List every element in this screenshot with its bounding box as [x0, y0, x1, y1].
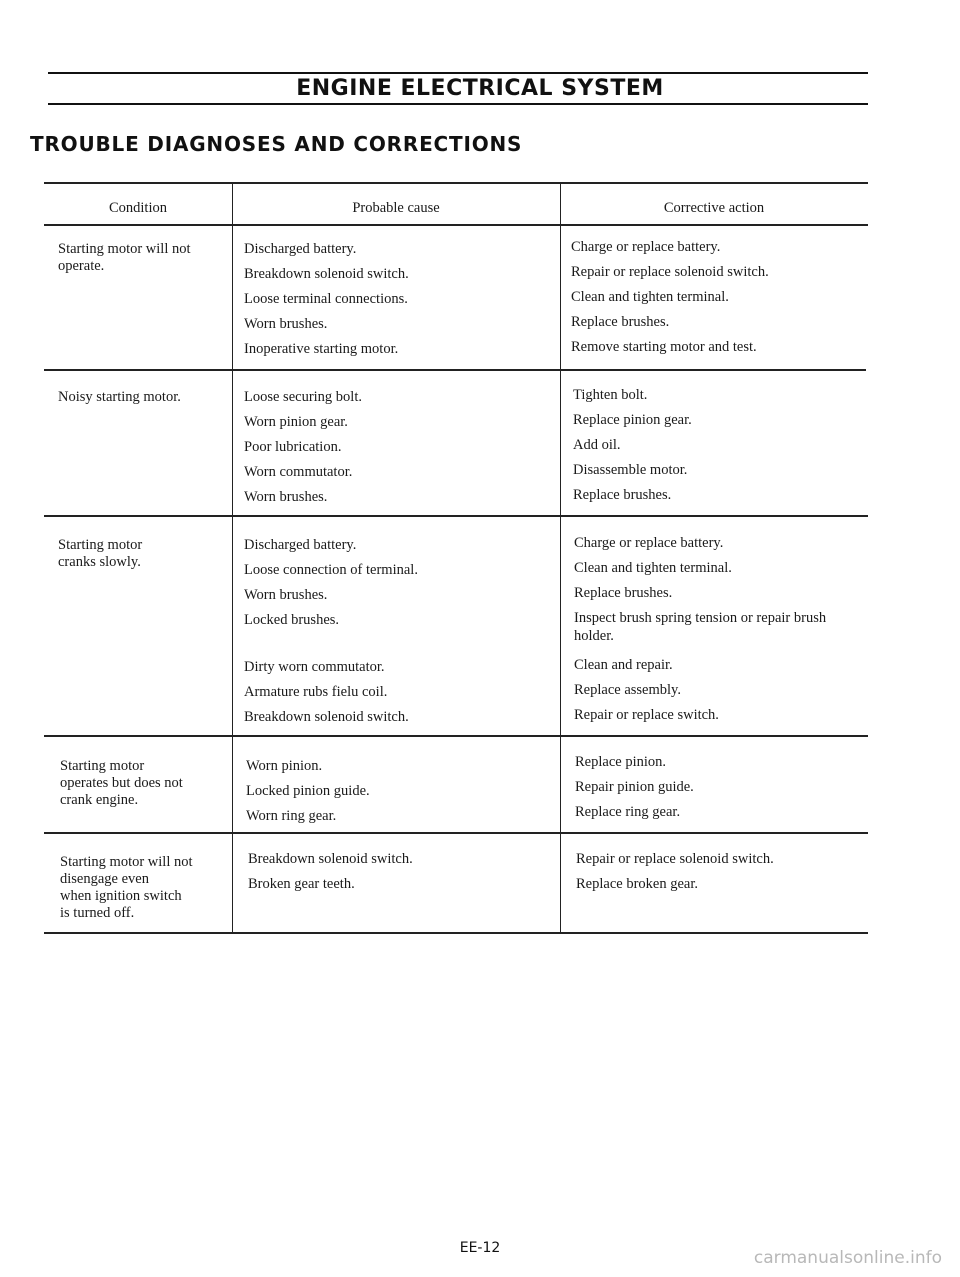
cause-line: Breakdown solenoid switch. — [244, 709, 409, 725]
cause-line: Worn brushes. — [244, 489, 328, 505]
action-line: Replace brushes. — [574, 585, 673, 601]
table-bottom-rule — [44, 932, 868, 934]
header-bottom-rule — [48, 103, 868, 105]
trouble-diagnoses-table — [44, 182, 868, 934]
cause-line: Loose connection of terminal. — [244, 562, 418, 578]
condition-line: cranks slowly. — [58, 554, 141, 570]
header-bottom-rule — [44, 224, 868, 226]
group-divider — [44, 369, 866, 371]
group-divider — [44, 832, 868, 834]
cause-line: Broken gear teeth. — [248, 876, 355, 892]
condition-line: Noisy starting motor. — [58, 389, 181, 405]
action-line: Add oil. — [573, 437, 621, 453]
cause-line: Dirty worn commutator. — [244, 659, 385, 675]
cause-line: Worn pinion. — [246, 758, 323, 774]
group-divider — [44, 735, 868, 737]
action-line: Clean and tighten terminal. — [571, 289, 729, 305]
header-corrective-action: Corrective action — [663, 200, 765, 216]
header-condition: Condition — [108, 200, 167, 216]
cause-line: Discharged battery. — [244, 241, 357, 257]
action-line: Inspect brush spring tension or repair brush — [574, 610, 827, 626]
action-line: Tighten bolt. — [573, 387, 648, 403]
action-line: Replace brushes. — [571, 314, 670, 330]
action-line: Repair pinion guide. — [575, 779, 694, 795]
page-number: EE-12 — [459, 1240, 501, 1256]
action-line: holder. — [574, 628, 614, 644]
condition-line: Starting motor — [60, 758, 145, 774]
action-line: Replace pinion gear. — [573, 412, 692, 428]
header-probable-cause: Probable cause — [352, 200, 440, 216]
page-header-title: ENGINE ELECTRICAL SYSTEM — [296, 76, 664, 101]
table-top-rule — [44, 182, 868, 184]
cause-line: Worn commutator. — [244, 464, 353, 480]
header-top-rule — [48, 72, 868, 74]
cause-line: Loose securing bolt. — [244, 389, 362, 405]
action-line: Replace pinion. — [575, 754, 667, 770]
action-line: Disassemble motor. — [573, 462, 688, 478]
action-line: Replace broken gear. — [576, 876, 698, 892]
cause-line: Worn brushes. — [244, 316, 328, 332]
cause-line: Poor lubrication. — [244, 439, 342, 455]
condition-line: Starting motor will not — [58, 241, 191, 257]
cause-line: Locked brushes. — [244, 612, 340, 628]
cause-line: Breakdown solenoid switch. — [244, 266, 409, 282]
cause-line: Breakdown solenoid switch. — [248, 851, 413, 867]
watermark: carmanualsonline.info — [753, 1248, 942, 1268]
action-line: Remove starting motor and test. — [571, 339, 757, 355]
group-divider — [44, 515, 868, 517]
cause-line: Worn brushes. — [244, 587, 328, 603]
action-line: Clean and tighten terminal. — [574, 560, 732, 576]
cause-line: Armature rubs fielu coil. — [244, 684, 388, 700]
action-line: Repair or replace solenoid switch. — [576, 851, 774, 867]
cause-line: Discharged battery. — [244, 537, 357, 553]
condition-line: crank engine. — [60, 792, 139, 808]
condition-line: operates but does not — [60, 775, 183, 791]
action-line: Charge or replace battery. — [574, 535, 724, 551]
cause-line: Worn pinion gear. — [244, 414, 348, 430]
condition-line: is turned off. — [60, 905, 135, 921]
condition-line: Starting motor — [58, 537, 143, 553]
action-line: Charge or replace battery. — [571, 239, 721, 255]
cause-line: Loose terminal connections. — [244, 291, 408, 307]
condition-line: Starting motor will not — [60, 854, 193, 870]
action-line: Clean and repair. — [574, 657, 673, 673]
cause-line: Worn ring gear. — [246, 808, 337, 824]
action-line: Repair or replace switch. — [574, 707, 719, 723]
action-line: Replace brushes. — [573, 487, 672, 503]
column-divider-2 — [560, 182, 561, 934]
condition-line: operate. — [58, 258, 105, 274]
action-line: Replace ring gear. — [575, 804, 681, 820]
cause-line: Inoperative starting motor. — [244, 341, 399, 357]
section-title: TROUBLE DIAGNOSES AND CORRECTIONS — [30, 132, 523, 156]
action-line: Repair or replace solenoid switch. — [571, 264, 769, 280]
condition-line: when ignition switch — [60, 888, 182, 904]
column-divider-1 — [232, 182, 233, 934]
cause-line: Locked pinion guide. — [246, 783, 370, 799]
condition-line: disengage even — [60, 871, 149, 887]
action-line: Replace assembly. — [574, 682, 681, 698]
